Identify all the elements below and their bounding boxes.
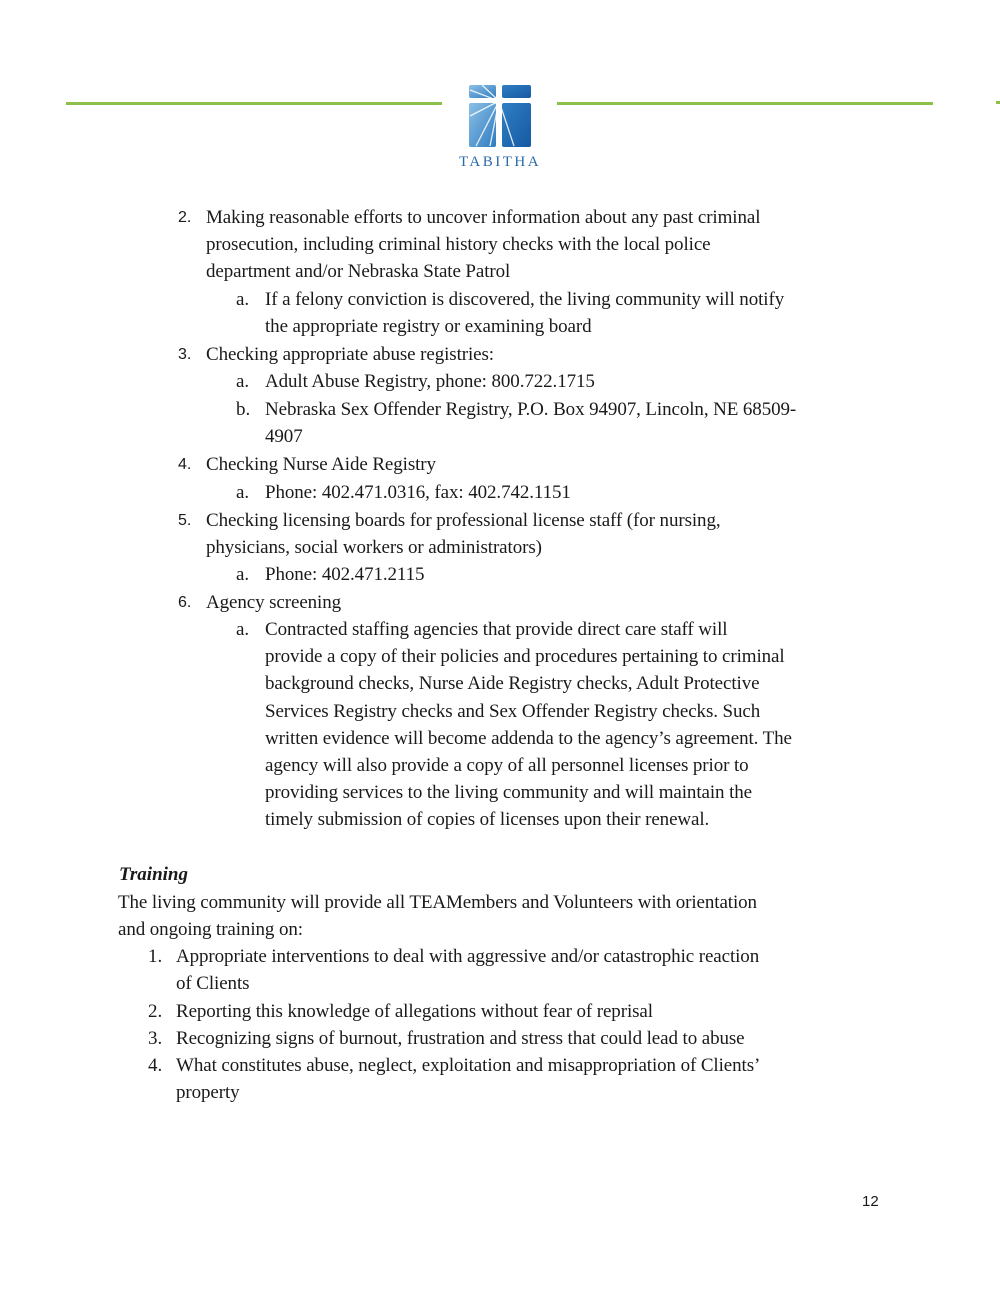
sub-letter: a. bbox=[236, 482, 250, 503]
list-number: 3. bbox=[148, 1028, 163, 1049]
sub-letter: a. bbox=[236, 619, 250, 640]
header-rule-tick bbox=[996, 101, 1000, 104]
list-text: Checking appropriate abuse registries: bbox=[206, 344, 494, 365]
section-heading: Training bbox=[119, 864, 188, 885]
list-text: prosecution, including criminal history checks with the local police bbox=[206, 234, 711, 255]
sub-letter: a. bbox=[236, 289, 250, 310]
header-rule-right bbox=[557, 102, 933, 105]
sub-text: 4907 bbox=[265, 426, 303, 447]
sub-text: Contracted staffing agencies that provide direct care staff will bbox=[265, 619, 728, 640]
list-number: 1. bbox=[148, 946, 163, 967]
sub-text: background checks, Nurse Aide Registry checks, Adult Protective bbox=[265, 673, 760, 694]
paragraph-text: The living community will provide all TEAMembers and Volunteers with orientation bbox=[118, 892, 757, 913]
sub-text: Nebraska Sex Offender Registry, P.O. Box 94907, Lincoln, NE 68509- bbox=[265, 399, 797, 420]
list-text: Appropriate interventions to deal with aggressive and/or catastrophic reaction bbox=[176, 946, 760, 967]
list-number: 2. bbox=[148, 1001, 163, 1022]
tabitha-logo-icon bbox=[468, 84, 532, 148]
list-text: physicians, social workers or administrators) bbox=[206, 537, 542, 558]
list-text: property bbox=[176, 1082, 240, 1103]
sub-text: providing services to the living community and will maintain the bbox=[265, 782, 752, 803]
list-text: Making reasonable efforts to uncover information about any past criminal bbox=[206, 207, 761, 228]
sub-text: Services Registry checks and Sex Offender Registry checks. Such bbox=[265, 701, 761, 722]
list-number: 6. bbox=[178, 594, 192, 611]
sub-text: timely submission of copies of licenses upon their renewal. bbox=[265, 809, 710, 830]
sub-text: Phone: 402.471.0316, fax: 402.742.1151 bbox=[265, 482, 571, 503]
list-text: department and/or Nebraska State Patrol bbox=[206, 261, 511, 282]
sub-text: If a felony conviction is discovered, the living community will notify bbox=[265, 289, 785, 310]
sub-text: Phone: 402.471.2115 bbox=[265, 564, 425, 585]
paragraph-text: and ongoing training on: bbox=[118, 919, 303, 940]
list-number: 4. bbox=[148, 1055, 163, 1076]
sub-letter: a. bbox=[236, 371, 250, 392]
page-number: 12 bbox=[862, 1193, 879, 1210]
sub-letter: a. bbox=[236, 564, 250, 585]
list-text: Agency screening bbox=[206, 592, 342, 613]
sub-text: provide a copy of their policies and procedures pertaining to criminal bbox=[265, 646, 785, 667]
list-text: of Clients bbox=[176, 973, 250, 994]
header-rule-left bbox=[66, 102, 442, 105]
sub-text: Adult Abuse Registry, phone: 800.722.1715 bbox=[265, 371, 595, 392]
list-number: 3. bbox=[178, 346, 192, 363]
sub-letter: b. bbox=[236, 399, 251, 420]
list-text: Recognizing signs of burnout, frustration and stress that could lead to abuse bbox=[176, 1028, 745, 1049]
list-text: What constitutes abuse, neglect, exploitation and misappropriation of Clients’ bbox=[176, 1055, 761, 1076]
list-text: Checking licensing boards for professional license staff (for nursing, bbox=[206, 510, 721, 531]
list-text: Checking Nurse Aide Registry bbox=[206, 454, 436, 475]
list-number: 2. bbox=[178, 209, 192, 226]
list-number: 5. bbox=[178, 512, 192, 529]
logo-text: TABITHA bbox=[458, 154, 542, 170]
sub-text: the appropriate registry or examining board bbox=[265, 316, 592, 337]
sub-text: written evidence will become addenda to the agency’s agreement. The bbox=[265, 728, 792, 749]
list-text: Reporting this knowledge of allegations without fear of reprisal bbox=[176, 1001, 653, 1022]
list-number: 4. bbox=[178, 456, 192, 473]
sub-text: agency will also provide a copy of all personnel licenses prior to bbox=[265, 755, 749, 776]
